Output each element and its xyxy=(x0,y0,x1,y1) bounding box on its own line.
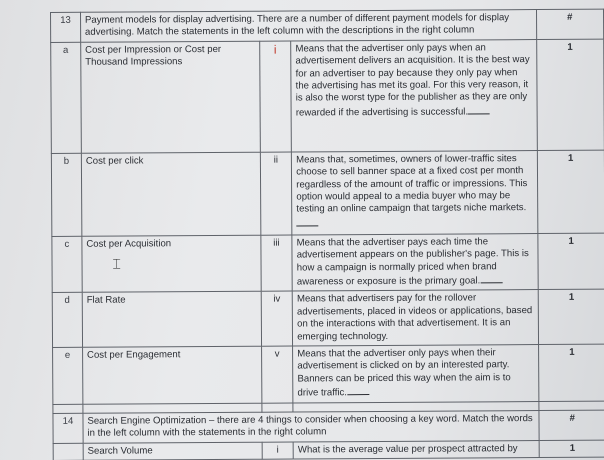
row-match: i xyxy=(262,442,293,460)
row-letter: b xyxy=(51,153,81,236)
q14-header-row xyxy=(53,410,604,443)
question-prompt: Search Engine Optimization – there are 4 things to consider when choosing a key word. Match the words in the left column with the statements in the right column xyxy=(83,410,539,443)
row-mark: 1 xyxy=(539,440,604,458)
mark-header: # xyxy=(536,9,604,39)
row-mark: 1 xyxy=(537,150,604,233)
answer-blank[interactable] xyxy=(296,216,318,226)
row-match: ii xyxy=(260,152,292,235)
row-mark: 1 xyxy=(538,344,604,401)
table-row xyxy=(53,440,604,460)
row-statement: Cost per Acquisition ⌶ xyxy=(82,235,261,293)
table-row xyxy=(52,290,604,348)
row-description: Means that the advertiser pays each time the advertisement appears on the publisher's page. This is how a campaign is normally priced when brand awareness or exposure is the primary goal. xyxy=(292,233,538,291)
answer-blank[interactable] xyxy=(347,385,369,395)
row-letter: c xyxy=(52,236,82,293)
row-match: iv xyxy=(261,291,293,346)
row-mark: 1 xyxy=(537,233,604,290)
row-statement: Cost per Impression or Cost per Thousand Impressions xyxy=(81,41,261,153)
row-match-value: i xyxy=(273,42,277,57)
row-statement: Cost per Engagement xyxy=(82,346,261,404)
table-row xyxy=(51,150,604,236)
answer-blank[interactable] xyxy=(480,273,502,283)
row-description: Means that advertisers pay for the rollover advertisements, placed in videos or applications, based on the interactions with that advertisement. It is an emerging technology. xyxy=(292,290,538,346)
question-number: 13 xyxy=(51,12,81,42)
row-description: What is the average value per prospect attracted by xyxy=(293,440,538,459)
table-row xyxy=(52,233,604,293)
row-description: Means that the advertiser only pays when their advertisement is clicked on by an interested party. Banners can be priced this way when the aim is to drive traffic. xyxy=(293,345,539,403)
mark-header: # xyxy=(538,410,604,440)
row-description: Means that, sometimes, owners of lower-traffic sites choose to sell banner space at a fixed cost per month regardless of the amount of traffic or impressions. This option would appeal to a media buyer who may be testing an online campaign that targets niche markets. xyxy=(292,150,538,234)
row-letter: e xyxy=(53,347,83,404)
row-statement: Flat Rate xyxy=(82,292,261,348)
question-table xyxy=(50,9,604,460)
question-prompt: Payment models for display advertising. There are a number of different payment models for display advertising. Match the statements in the left column with the descriptions in the right column xyxy=(80,10,536,43)
table-row xyxy=(53,344,604,404)
row-mark: 1 xyxy=(538,290,604,345)
row-letter: a xyxy=(51,42,82,153)
row-match: v xyxy=(261,346,293,403)
row-statement: Search Volume xyxy=(83,442,262,460)
row-description: Means that the advertiser only pays when an advertisement delivers an acquisition. It is the best way for an advertiser to pay because they only pay when the advertising has met its goal. For this very reason, it is also the worst type for the publisher as they are only rewarded if the advertising is successful. xyxy=(291,39,537,151)
table-row xyxy=(51,39,604,153)
row-statement: Cost per click xyxy=(81,152,260,236)
q13-header-row xyxy=(51,9,604,42)
row-match: iii xyxy=(261,235,293,292)
text-cursor-icon: ⌶ xyxy=(112,255,121,272)
row-match[interactable] xyxy=(260,41,292,152)
answer-blank[interactable] xyxy=(468,104,490,114)
row-letter: d xyxy=(52,293,82,348)
question-number: 14 xyxy=(53,413,83,443)
row-mark: 1 xyxy=(536,39,604,150)
